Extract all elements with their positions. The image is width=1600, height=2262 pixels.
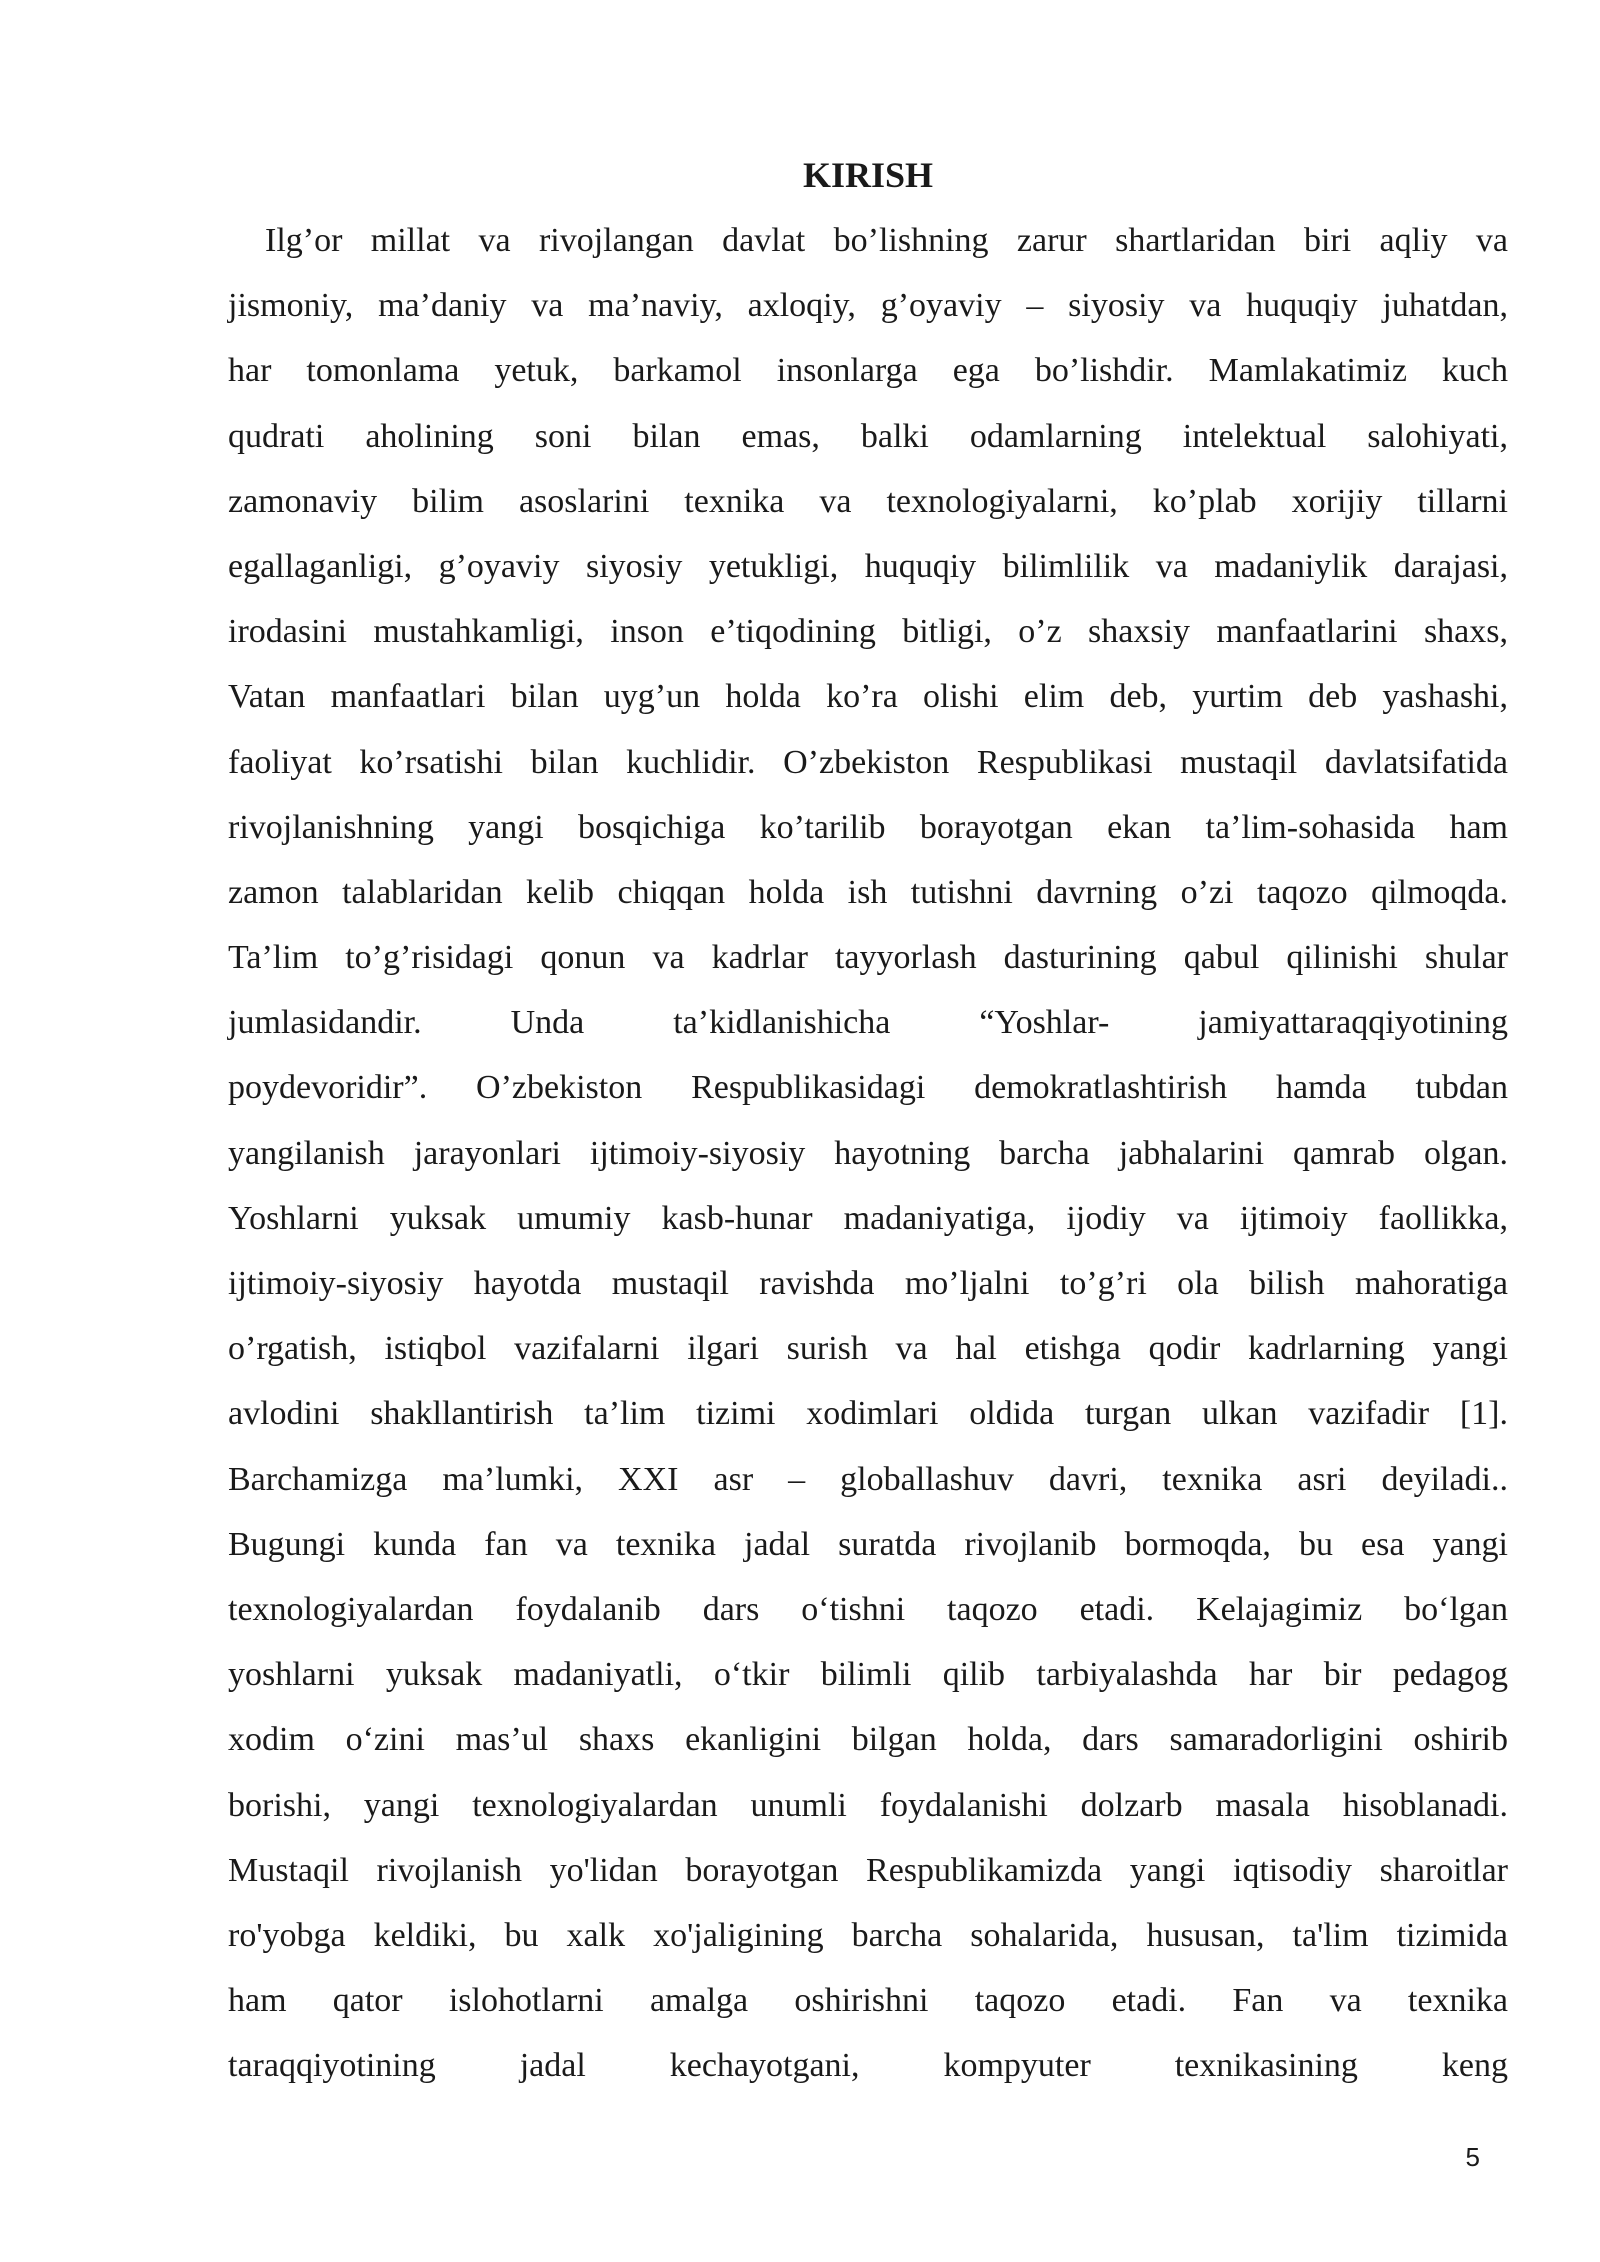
text-line: zamon talablaridan kelib chiqqan holda ish tutishni davrning o’zi taqozo qilmoqda.: [228, 873, 1508, 911]
text-line: jumlasidandir. Unda ta’kidlanishicha “Yoshlar- jamiyattaraqqiyotining: [228, 1004, 1508, 1042]
text-line: har tomonlama yetuk, barkamol insonlarga ega bo’lishdir. Mamlakatimiz kuch: [228, 352, 1508, 390]
text-line: qudrati aholining soni bilan emas, balki odamlarning intelektual salohiyati,: [228, 417, 1508, 455]
text-line: Yoshlarni yuksak umumiy kasb-hunar madaniyatiga, ijodiy va ijtimoiy faollikka,: [228, 1199, 1508, 1237]
text-line: yoshlarni yuksak madaniyatli, o‘tkir bilimli qilib tarbiyalashda har bir pedagog: [228, 1656, 1508, 1694]
text-line: avlodini shakllantirish ta’lim tizimi xodimlari oldida turgan ulkan vazifadir [1].: [228, 1395, 1508, 1433]
text-line: Ilg’or millat va rivojlangan davlat bo’lishning zarur shartlaridan biri aqliy va: [265, 222, 1508, 259]
text-line: ijtimoiy-siyosiy hayotda mustaqil ravishda mo’ljalni to’g’ri ola bilish mahoratiga: [228, 1265, 1508, 1302]
text-line: yangilanish jarayonlari ijtimoiy-siyosiy hayotning barcha jabhalarini qamrab olgan.: [228, 1134, 1508, 1172]
text-line: Mustaqil rivojlanish yo'lidan borayotgan Respublikamizda yangi iqtisodiy sharoitlar: [228, 1851, 1508, 1889]
text-line: borishi, yangi texnologiyalardan unumli foydalanishi dolzarb masala hisoblanadi.: [228, 1786, 1508, 1824]
text-line: texnologiyalardan foydalanib dars o‘tishni taqozo etadi. Kelajagimiz bo‘lgan: [228, 1590, 1508, 1628]
text-line: Vatan manfaatlari bilan uyg’un holda ko’ra olishi elim deb, yurtim deb yashashi,: [228, 678, 1508, 716]
text-line: poydevoridir”. O’zbekiston Respublikasidagi demokratlashtirish hamda tubdan: [228, 1069, 1508, 1107]
text-line: ro'yobga keldiki, bu xalk xo'jaligining barcha sohalarida, hususan, ta'lim tizimida: [228, 1916, 1508, 1954]
text-line: taraqqiyotining jadal kechayotgani, kompyuter texnikasining keng: [228, 2047, 1508, 2085]
text-line: Barchamizga ma’lumki, XXI asr – globallashuv davri, texnika asri deyiladi..: [228, 1460, 1508, 1498]
body-paragraph: [228, 208, 1508, 2098]
text-line: Ta’lim to’g’risidagi qonun va kadrlar tayyorlash dasturining qabul qilinishi shular: [228, 939, 1508, 977]
text-line: xodim o‘zini mas’ul shaxs ekanligini bilgan holda, dars samaradorligini oshirib: [228, 1721, 1508, 1759]
text-line: ham qator islohotlarni amalga oshirishni taqozo etadi. Fan va texnika: [228, 1982, 1508, 2020]
text-line: jismoniy, ma’daniy va ma’naviy, axloqiy, g’oyaviy – siyosiy va huquqiy juhatdan,: [228, 287, 1508, 325]
section-title: KIRISH: [802, 155, 934, 195]
text-line: o’rgatish, istiqbol vazifalarni ilgari surish va hal etishga qodir kadrlarning yangi: [228, 1330, 1508, 1368]
text-line: Bugungi kunda fan va texnika jadal suratda rivojlanib bormoqda, bu esa yangi: [228, 1525, 1508, 1563]
text-line: egallaganligi, g’oyaviy siyosiy yetukligi, huquqiy bilimlilik va madaniylik darajasi,: [228, 547, 1508, 585]
page-number: 5: [1465, 2142, 1480, 2172]
text-line: zamonaviy bilim asoslarini texnika va texnologiyalarni, ko’plab xorijiy tillarni: [228, 482, 1508, 520]
text-line: rivojlanishning yangi bosqichiga ko’tarilib borayotgan ekan ta’lim-sohasida ham: [228, 808, 1508, 846]
text-line: faoliyat ko’rsatishi bilan kuchlidir. O’zbekiston Respublikasi mustaqil davlatsifatida: [228, 743, 1508, 781]
text-line: irodasini mustahkamligi, inson e’tiqodining bitligi, o’z shaxsiy manfaatlarini shaxs,: [228, 613, 1508, 651]
